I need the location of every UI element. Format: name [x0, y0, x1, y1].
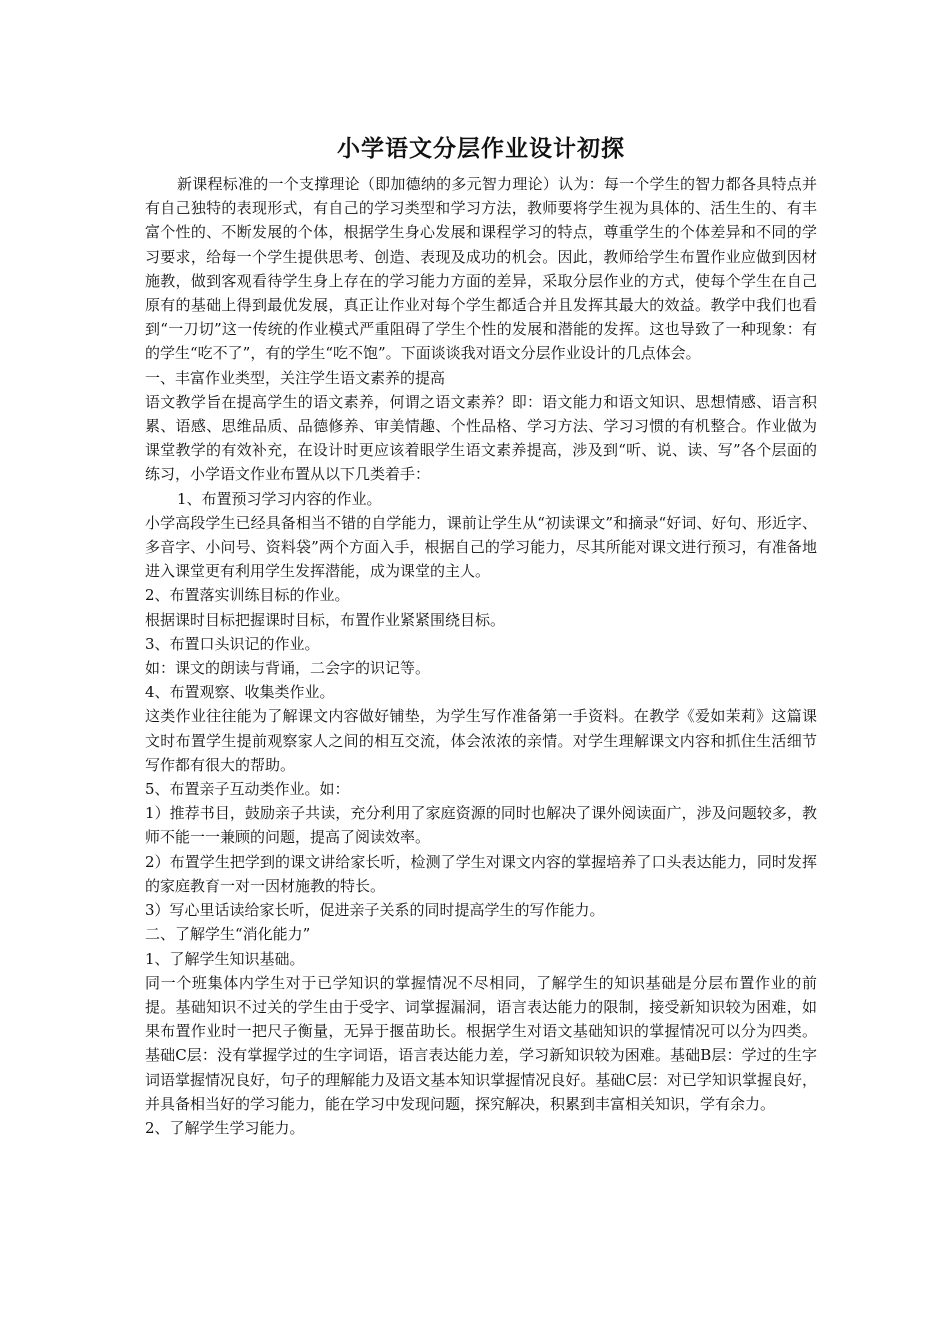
- paragraph: 1）推荐书目，鼓励亲子共读，充分利用了家庭资源的同时也解决了课外阅读面广，涉及问题较多，教师不能一一兼顾的问题，提高了阅读效率。: [145, 804, 817, 847]
- paragraph: 2）布置学生把学到的课文讲给家长听，检测了学生对课文内容的掌握培养了口头表达能力，同时发挥的家庭教育一对一因材施教的特长。: [145, 852, 817, 895]
- document-page: [145, 132, 817, 1140]
- paragraph: 同一个班集体内学生对于已学知识的掌握情况不尽相同，了解学生的知识基础是分层布置作业的前提。基础知识不过关的学生由于受字、词掌握漏洞，语言表达能力的限制，接受新知识较为困难，如果布置作业时一把尺子衡量，无异于揠苗助长。根据学生对语文基础知识的掌握情况可以分为四类。基础C层：没有掌握学过的生字词语，语言表达能力差，学习新知识较为困难。基础B层：学过的生字词语掌握情况良好，句子的理解能力及语文基本知识掌握情况良好。基础C层：对已学知识掌握良好，并具备相当好的学习能力，能在学习中发现问题，探究解决，积累到丰富相关知识，学有余力。: [145, 973, 817, 1113]
- paragraph: 如：课文的朗读与背诵，二会字的识记等。: [145, 659, 431, 678]
- paragraph: 小学高段学生已经具备相当不错的自学能力，课前让学生从“初读课文”和摘录“好词、好句、形近字、多音字、小问号、资料袋”两个方面入手，根据自己的学习能力，尽其所能对课文进行预习，有准备地进入课堂更有利用学生发挥潜能，成为课堂的主人。: [145, 513, 817, 581]
- paragraph: 5、布置亲子互动类作业。如：: [145, 780, 350, 799]
- paragraph: 这类作业往往能为了解课文内容做好铺垫，为学生写作准备第一手资料。在教学《爱如茉莉》这篇课文时布置学生提前观察家人之间的相互交流，体会浓浓的亲情。对学生理解课文内容和抓住生活细节写作都有很大的帮助。: [145, 707, 817, 774]
- paragraph: 根据课时目标把握课时目标，布置作业紧紧围绕目标。: [145, 610, 506, 629]
- paragraph: 一、丰富作业类型，关注学生语文素养的提高: [145, 368, 446, 387]
- paragraph: 二、了解学生“消化能力”: [145, 925, 311, 944]
- paragraph: 3）写心里话读给家长听，促进亲子关系的同时提高学生的写作能力。: [145, 901, 605, 920]
- paragraph: 3、布置口头识记的作业。: [145, 634, 320, 653]
- document-title: 小学语文分层作业设计初探: [337, 135, 625, 162]
- paragraph: 4、布置观察、收集类作业。: [145, 683, 335, 702]
- paragraph: 1、布置预习学习内容的作业。: [177, 489, 382, 508]
- paragraph: 新课程标准的一个支撑理论（即加德纳的多元智力理论）认为：每一个学生的智力都各具特点并有自己独特的表现形式，有自己的学习类型和学习方法，教师要将学生视为具体的、活生生的、有丰富个性的、不断发展的个体，根据学生身心发展和课程学习的特点，尊重学生的个体差异和不同的学习要求，给每一个学生提供思考、创造、表现及成功的机会。因此，教师给学生布置作业应做到因材施教，做到客观看待学生身上存在的学习能力方面的差异，采取分层作业的方式，使每个学生在自己原有的基础上得到最优发展，真正让作业对每个学生都适合并且发挥其最大的效益。教学中我们也看到“一刀切”这一传统的作业模式严重阻碍了学生个性的发展和潜能的发挥。这也导致了一种现象：有的学生“吃不了”，有的学生“吃不饱”。下面谈谈我对语文分层作业设计的几点体会。: [145, 175, 817, 363]
- paragraph: 2、了解学生学习能力。: [145, 1118, 305, 1137]
- paragraph: 语文教学旨在提高学生的语文素养，何谓之语文素养？即：语文能力和语文知识、思想情感、语言积累、语感、思维品质、品德修养、审美情趣、个性品格、学习方法、学习习惯的有机整合。作业做为课堂教学的有效补充，在设计时更应该着眼学生语文素养提高，涉及到“听、说、读、写”各个层面的练习，小学语文作业布置从以下几类着手：: [145, 392, 817, 484]
- document-body: [145, 172, 817, 1140]
- paragraph: 1、了解学生知识基础。: [145, 949, 305, 968]
- paragraph: 2、布置落实训练目标的作业。: [145, 586, 350, 605]
